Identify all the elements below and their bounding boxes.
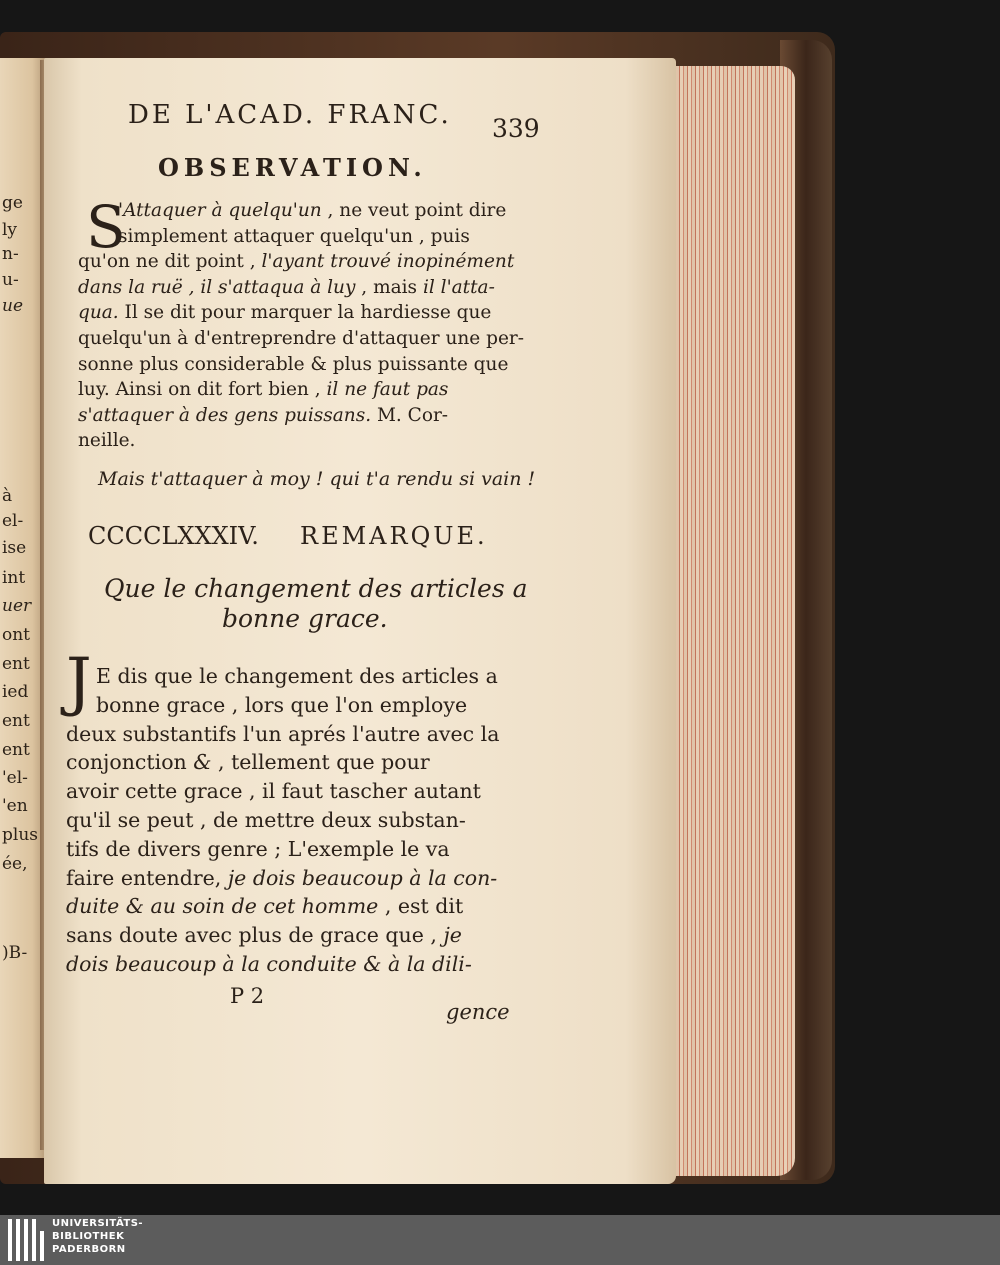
left-margin-fragment: u- [2, 270, 19, 290]
observation-line [78, 404, 449, 426]
observation-line [78, 304, 491, 323]
text-run: tifs de divers genre ; L'exemple le va [66, 836, 450, 861]
remarque-line [66, 721, 500, 746]
text-run: neille. [78, 430, 136, 452]
text-run: dois beaucoup à la conduite & à la dili- [66, 952, 472, 976]
text-run: , mais [355, 276, 423, 298]
text-run: bonne grace , lors que l'on employe [96, 692, 468, 717]
left-margin-fragment: ent [2, 711, 30, 731]
remarque-title-line-2: bonne grace. [222, 604, 388, 633]
text-run: qu'il se peut , de mettre deux substan- [66, 808, 466, 832]
left-margin-fragment: ge [2, 193, 23, 213]
left-margin-fragment: n- [2, 244, 19, 264]
text-run: luy. Ainsi on dit fort bien , [78, 379, 327, 401]
observation-line [118, 225, 470, 247]
remarque-heading: REMARQUE. [300, 522, 488, 550]
remarque-title-line-1: Que le changement des articles a [104, 574, 528, 603]
signature-mark: P 2 [230, 984, 265, 1008]
left-margin-fragment: ent [2, 654, 30, 674]
left-margin-fragment: ée, [2, 854, 28, 874]
remarque-line [66, 810, 466, 831]
text-run: Il se dit pour marquer la hardiesse que [118, 302, 492, 324]
observation-line [78, 276, 495, 298]
remarque-line [66, 954, 472, 975]
remarque-line [66, 781, 481, 802]
remarque-drop-cap: J [66, 645, 92, 719]
remarque-line [66, 836, 450, 861]
observation-line [78, 353, 509, 375]
remarque-line [66, 752, 430, 773]
library-name-line-1: UNIVERSITÄTS- [52, 1218, 144, 1229]
page-number: 339 [492, 114, 540, 143]
text-run: , ne veut point dire [321, 200, 507, 221]
text-run: qua. [78, 302, 119, 324]
remarque-line [96, 692, 468, 717]
text-run: & [193, 750, 212, 775]
left-margin-fragment: à [2, 486, 13, 506]
observation-line [78, 432, 135, 451]
catchword: gence [446, 1000, 510, 1024]
left-margin-fragment: )B- [2, 943, 28, 963]
text-run: , est dit [378, 894, 464, 919]
text-run: simplement attaquer quelqu'un , puis [118, 225, 470, 247]
text-run: , tellement que pour [211, 750, 430, 775]
text-run: faire entendre, [66, 865, 228, 890]
text-run: duite & au soin de cet homme [66, 894, 379, 919]
text-run: conjonction [66, 750, 194, 775]
observation-line [78, 381, 448, 400]
text-run: je [443, 923, 462, 948]
observation-line [118, 202, 506, 221]
left-margin-fragment: plus [2, 825, 38, 845]
left-margin-fragment: el- [2, 511, 24, 531]
text-run: sonne plus considerable & plus puissante que [78, 353, 509, 375]
observation-drop-cap: S [86, 193, 126, 261]
text-run: l'ayant trouvé inopinément [261, 251, 515, 273]
left-margin-fragment: ly [2, 220, 18, 240]
left-margin-fragment: 'el- [2, 768, 28, 788]
text-run: il l'atta- [422, 276, 495, 298]
library-name-line-3: PADERBORN [52, 1244, 126, 1255]
text-run: M. Cor- [371, 404, 449, 426]
left-margin-fragment: ied [2, 682, 29, 702]
remarque-line [66, 925, 462, 946]
text-run: avoir cette grace , il faut tascher autant [66, 779, 481, 804]
text-run: deux substantifs l'un aprés l'autre avec la [66, 721, 500, 746]
remarque-numeral: CCCCLXXXIV. [88, 522, 259, 550]
remarque-line [96, 666, 498, 687]
running-title: DE L'ACAD. FRANC. [128, 100, 452, 130]
left-margin-fragment: 'en [2, 796, 28, 816]
left-margin-fragment: ent [2, 740, 30, 760]
remarque-line [66, 865, 498, 890]
library-logo-icon [8, 1219, 44, 1261]
text-run: il ne faut pas [326, 379, 449, 401]
left-margin-fragment: int [2, 568, 26, 588]
observation-line [78, 330, 524, 349]
observation-heading: OBSERVATION. [158, 153, 427, 182]
text-run: 'Attaquer à quelqu'un [118, 200, 322, 221]
text-run: s'attaquer à des gens puissans. [78, 404, 372, 426]
library-footer-bar [0, 1215, 1000, 1265]
left-margin-fragment: uer [2, 596, 32, 616]
left-margin-fragment: ise [2, 538, 27, 558]
text-run: sans doute avec plus de grace que , [66, 923, 444, 948]
text-run: quelqu'un à d'entreprendre d'attaquer une per- [78, 328, 524, 349]
text-run: je dois beaucoup à la con- [227, 865, 498, 890]
left-margin-fragment: ue [2, 296, 24, 316]
right-page [44, 58, 676, 1184]
page-edges [660, 66, 795, 1176]
corneille-quote: Mais t'attaquer à moy ! qui t'a rendu si vain ! [98, 468, 536, 490]
text-run: qu'on ne dit point , [78, 251, 262, 273]
text-run: dans la ruë , il s'attaqua à luy [78, 276, 356, 298]
library-name-line-2: BIBLIOTHEK [52, 1231, 125, 1242]
observation-line [78, 253, 514, 272]
remarque-line [66, 896, 463, 917]
left-margin-fragment: ont [2, 625, 31, 645]
text-run: E dis que le changement des articles a [96, 664, 498, 688]
